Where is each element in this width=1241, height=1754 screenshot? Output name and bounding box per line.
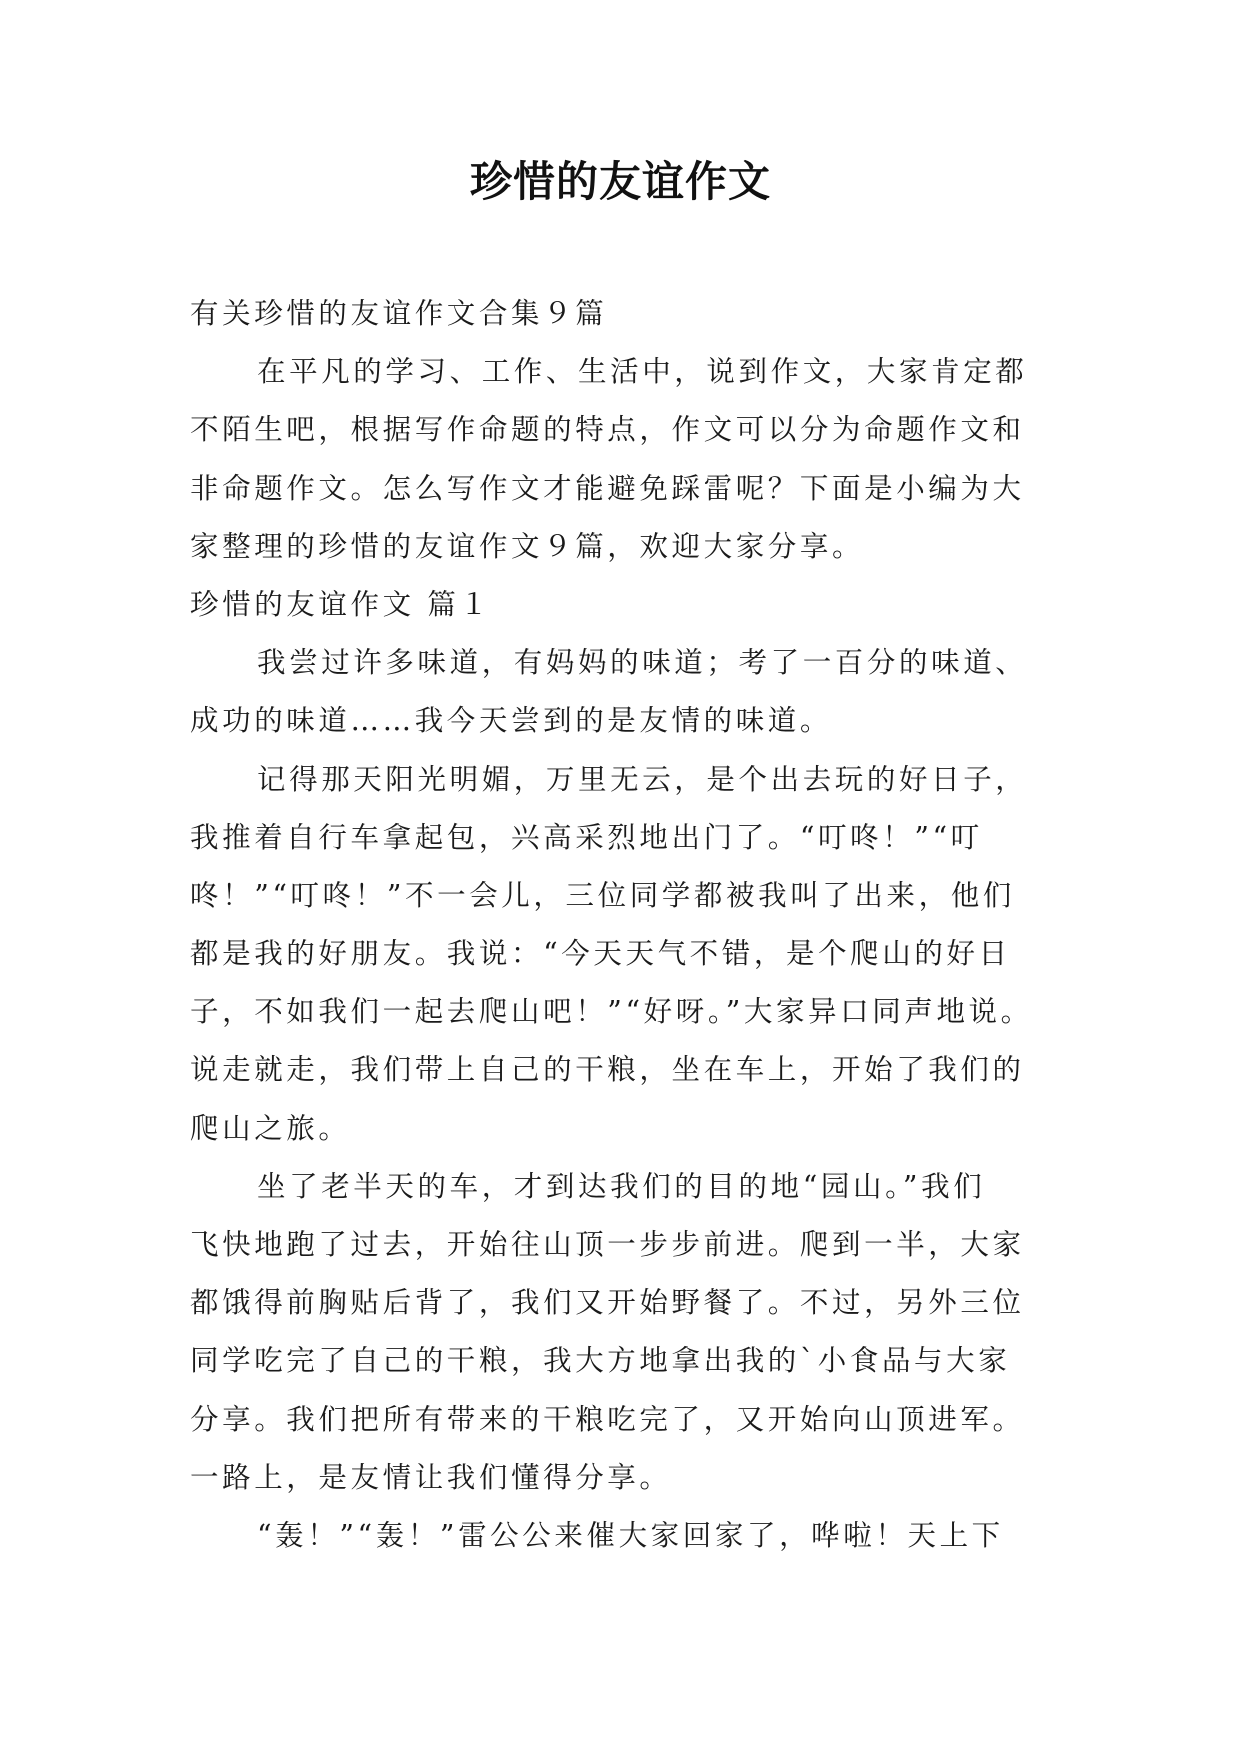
text-line: 非命题作文。怎么写作文才能避免踩雷呢？下面是小编为大 [190, 471, 1025, 505]
text-line: 爬山之旅。 [190, 1111, 351, 1145]
text-line: 子，不如我们一起去爬山吧！”“好呀。”大家异口同声地说。 [190, 995, 1033, 1029]
document-title: 珍惜的友谊作文 [469, 157, 771, 206]
text-line: 记得那天阳光明媚，万里无云，是个出去玩的好日子， [257, 762, 1028, 796]
document-body [190, 285, 1060, 1565]
text-line: 咚！”“叮咚！”不一会儿，三位同学都被我叫了出来，他们 [190, 878, 1015, 912]
text-line: 我尝过许多味道，有妈妈的味道；考了一百分的味道、 [257, 646, 1028, 680]
text-line: 说走就走，我们带上自己的干粮，坐在车上，开始了我们的 [190, 1053, 1025, 1087]
text-line: 坐了老半天的车，才到达我们的目的地“园山。”我们 [257, 1169, 986, 1203]
text-line: 有关珍惜的友谊作文合集９篇 [190, 297, 608, 330]
text-line: 家整理的珍惜的友谊作文９篇，欢迎大家分享。 [190, 529, 865, 563]
text-line: “轰！”“轰！”雷公公来催大家回家了，哗啦！天上下 [257, 1518, 1004, 1552]
text-line: 不陌生吧，根据写作命题的特点，作文可以分为命题作文和 [190, 413, 1025, 447]
text-line: 我推着自行车拿起包，兴高采烈地出门了。“叮咚！”“叮 [190, 820, 983, 854]
text-line: 分享。我们把所有带来的干粮吃完了，又开始向山顶进军。 [190, 1402, 1025, 1436]
text-line: 珍惜的友谊作文 篇１ [190, 587, 492, 621]
text-line: 在平凡的学习、工作、生活中，说到作文，大家肯定都 [257, 355, 1028, 389]
text-line: 都饿得前胸贴后背了，我们又开始野餐了。不过，另外三位 [190, 1286, 1025, 1320]
text-line: 飞快地跑了过去，开始往山顶一步步前进。爬到一半，大家 [190, 1228, 1025, 1261]
text-line: 同学吃完了自己的干粮，我大方地拿出我的`小食品与大家 [190, 1344, 1011, 1378]
text-line: 成功的味道……我今天尝到的是友情的味道。 [190, 704, 833, 738]
text-line: 都是我的好朋友。我说：“今天天气不错，是个爬山的好日 [190, 937, 1011, 971]
text-line: 一路上，是友情让我们懂得分享。 [190, 1460, 672, 1494]
